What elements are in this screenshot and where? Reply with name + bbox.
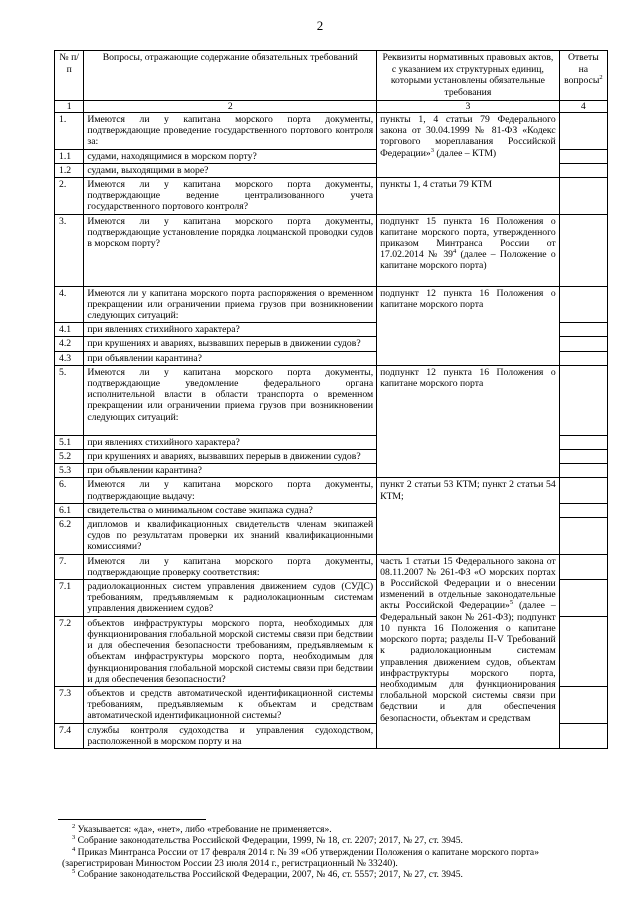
row-number: 1. [55, 113, 84, 150]
row-reference: пункты 1, 4 статьи 79 КТМ [377, 178, 560, 215]
table-row [55, 554, 608, 579]
row-number: 4.2 [55, 337, 84, 351]
answer-cell[interactable] [559, 163, 607, 177]
answer-cell[interactable] [559, 450, 607, 464]
footnote-text: Указывается: «да», «нет», либо «требование не применяется». [75, 824, 332, 835]
reference-text-cont: (далее – Федеральный закон № 261-ФЗ); подпункт 10 пункта 16 Положения о капитане морского порта; разделы II-V Требований к радиолокационным системам управления движением судов, объектам инфраструктуры морского порта, необходимым для функционирования глобальной морской системы связи при бедствии и для обеспечения безопасности, объектам и средствам [380, 600, 556, 724]
row-question: Имеются ли у капитана морского порта документы, подтверждающие проведение государственного портового контроля за: [84, 113, 377, 150]
answer-cell[interactable] [559, 435, 607, 449]
row-question: при крушениях и авариях, вызвавших перерыв в движении судов? [84, 450, 377, 464]
answer-cell[interactable] [559, 580, 607, 617]
footnote-text: Приказ Минтранса России от 17 февраля 2014 г. № 39 «Об утверждении Положения о капитане морского порта» [75, 846, 539, 858]
row-number: 7.2 [55, 616, 84, 686]
table-header-row [55, 51, 608, 101]
answer-cell[interactable] [559, 178, 607, 215]
row-question: при явлениях стихийного характера? [84, 323, 377, 337]
footnote-text: Собрание законодательства Российской Федерации, 2007, № 46, ст. 5557; 2017, № 27, ст. 3945. [75, 869, 463, 881]
row-question: свидетельства о минимальном составе экипажа судна? [84, 503, 377, 517]
answer-cell[interactable] [559, 149, 607, 163]
answer-cell[interactable] [559, 214, 607, 286]
footnote [62, 847, 622, 858]
footnote [62, 824, 622, 835]
row-number: 6. [55, 478, 84, 503]
row-number: 6.1 [55, 503, 84, 517]
table-row [55, 178, 608, 215]
row-number: 4.3 [55, 351, 84, 365]
row-reference [377, 214, 560, 286]
answer-cell[interactable] [559, 286, 607, 323]
row-number: 7.4 [55, 723, 84, 748]
row-question: Имеются ли у капитана морского порта документы, подтверждающие уведомление федерального органа исполнительной власти в области транспорта о временном прекращении или ограничении приема грузов при возникновении следующих ситуаций: [84, 365, 377, 435]
header-answers-label: Ответы на вопросы [564, 52, 600, 86]
column-index-row [55, 101, 608, 113]
row-number: 7.3 [55, 686, 84, 723]
row-reference [377, 113, 560, 178]
table-row [55, 214, 608, 286]
row-number: 5.1 [55, 435, 84, 449]
row-reference: подпункт 12 пункта 16 Положения о капитане морского порта [377, 286, 560, 365]
reference-text: часть 1 статьи 15 Федерального закона от 08.11.2007 № 261-ФЗ «О морских портах в Российской Федерации и о внесении изменений в отдельные законодательные акты Российской Федерации» [380, 555, 556, 612]
footnotes [62, 824, 622, 880]
footnote-marker: 3 [430, 146, 434, 154]
header-questions: Вопросы, отражающие содержание обязательных требований [84, 51, 377, 101]
answer-cell[interactable] [559, 723, 607, 748]
answer-cell[interactable] [559, 464, 607, 478]
row-question: судами, находящимися в морском порту? [84, 149, 377, 163]
header-references: Реквизиты нормативных правовых актов, с указанием их структурных единиц, которыми установлены обязательные требования [377, 51, 560, 101]
reference-text: подпункт 15 пункта 16 Положения о капитане морского порта, утвержденного приказом Минтранса России от 17.02.2014 № 39 [380, 215, 556, 261]
header-number: № п/п [55, 51, 84, 101]
footnote-continuation [62, 858, 622, 869]
table-row [55, 365, 608, 435]
row-question: судами, выходящими в море? [84, 163, 377, 177]
page-number: 2 [316, 18, 324, 33]
row-question: при явлениях стихийного характера? [84, 435, 377, 449]
row-reference: подпункт 12 пункта 16 Положения о капитане морского порта [377, 365, 560, 478]
table-row [55, 478, 608, 503]
row-number: 4. [55, 286, 84, 323]
answer-cell[interactable] [559, 113, 607, 150]
answer-cell[interactable] [559, 554, 607, 579]
row-number: 5. [55, 365, 84, 435]
index-cell: 2 [84, 101, 377, 113]
reference-text-cont: (далее – Положение о капитане морского порта) [380, 249, 556, 272]
header-answers-sup: 2 [599, 73, 603, 81]
table-row [55, 286, 608, 323]
row-question: Имеются ли у капитана морского порта документы, подтверждающие ведение централизованного учета государственного портового контроля? [84, 178, 377, 215]
row-question: Имеются ли у капитана морского порта распоряжения о временном прекращении или ограничении приема грузов при возникновении следующих ситуаций: [84, 286, 377, 323]
reference-text-cont: (далее – КТМ) [433, 147, 497, 159]
answer-cell[interactable] [559, 323, 607, 337]
answer-cell[interactable] [559, 503, 607, 517]
footnote-number: 4 [72, 845, 76, 853]
row-reference [377, 554, 560, 748]
row-question: Имеются ли у капитана морского порта документы, подтверждающие проверку соответствия: [84, 554, 377, 579]
row-question: объектов инфраструктуры морского порта, необходимых для функционирования глобальной морской системы связи при бедствии и для обеспечения безопасности требованиям, предъявляемым к объектам инфраструктуры морского порта, необходимым для функционирования глобальной морской системы связи при бедствии и для обеспечения безопасности? [84, 616, 377, 686]
row-number: 5.2 [55, 450, 84, 464]
footnote-marker: 4 [453, 248, 457, 255]
footnote-number: 5 [72, 868, 76, 875]
footnote-marker: 5 [509, 599, 514, 607]
footnote [62, 869, 622, 880]
row-question: при объявлении карантина? [84, 351, 377, 365]
row-number: 2. [55, 178, 84, 215]
row-number: 1.2 [55, 163, 84, 177]
footnote-number: 3 [72, 834, 76, 842]
row-question: службы контроля судоходства и управления судоходством, расположенной в морском порту и на [84, 723, 377, 748]
row-question: при крушениях и авариях, вызвавших перерыв в движении судов? [84, 337, 377, 351]
index-cell: 4 [559, 101, 607, 113]
row-question: дипломов и квалификационных свидетельств членам экипажей судов по результатам проверки их знаний квалификационными комиссиями? [84, 518, 377, 555]
answer-cell[interactable] [559, 686, 607, 723]
row-number: 7. [55, 554, 84, 579]
footnote-divider [58, 819, 206, 820]
index-cell: 3 [377, 101, 560, 113]
row-number: 6.2 [55, 518, 84, 555]
footnote-text: (зарегистрирован Минюстом России 23 июля 2014 г., регистрационный № 33240). [62, 857, 398, 869]
answer-cell[interactable] [559, 616, 607, 686]
requirements-table [54, 50, 608, 749]
row-reference: пункт 2 статьи 53 КТМ; пункт 2 статьи 54 КТМ; [377, 478, 560, 554]
row-question: Имеются ли у капитана морского порта документы, подтверждающие выдачу: [84, 478, 377, 503]
footnote [62, 835, 622, 846]
reference-text: пункты 1, 4 статьи 79 Федерального закона от 30.04.1999 № 81-ФЗ «Кодекс торгового мореплавания Российской Федерации» [380, 114, 556, 159]
table-row [55, 113, 608, 150]
footnote-number: 2 [72, 822, 76, 830]
answer-cell[interactable] [559, 478, 607, 503]
row-number: 7.1 [55, 580, 84, 617]
answer-cell[interactable] [559, 337, 607, 351]
footnote-text: Собрание законодательства Российской Федерации, 1999, № 18, ст. 2207; 2017, № 27, ст. 3945. [75, 835, 463, 847]
answer-cell[interactable] [559, 518, 607, 555]
row-number: 4.1 [55, 323, 84, 337]
row-question: радиолокационных систем управления движением судов (СУДС) требованиям, предъявляемым к радиолокационным системам управления движением судов? [84, 580, 377, 617]
answer-cell[interactable] [559, 365, 607, 435]
row-number: 5.3 [55, 464, 84, 478]
row-question: при объявлении карантина? [84, 464, 377, 478]
answer-cell[interactable] [559, 351, 607, 365]
index-cell: 1 [55, 101, 84, 113]
row-question: Имеются ли у капитана морского порта документы, подтверждающие установление порядка лоцманской проводки судов в морском порту? [84, 214, 377, 286]
header-answers [559, 51, 607, 101]
row-number: 1.1 [55, 149, 84, 163]
row-number: 3. [55, 214, 84, 286]
row-question: объектов и средств автоматической идентификационной системы требованиям, предъявляемым к объектам и средствам автоматической идентификационной системы? [84, 686, 377, 723]
